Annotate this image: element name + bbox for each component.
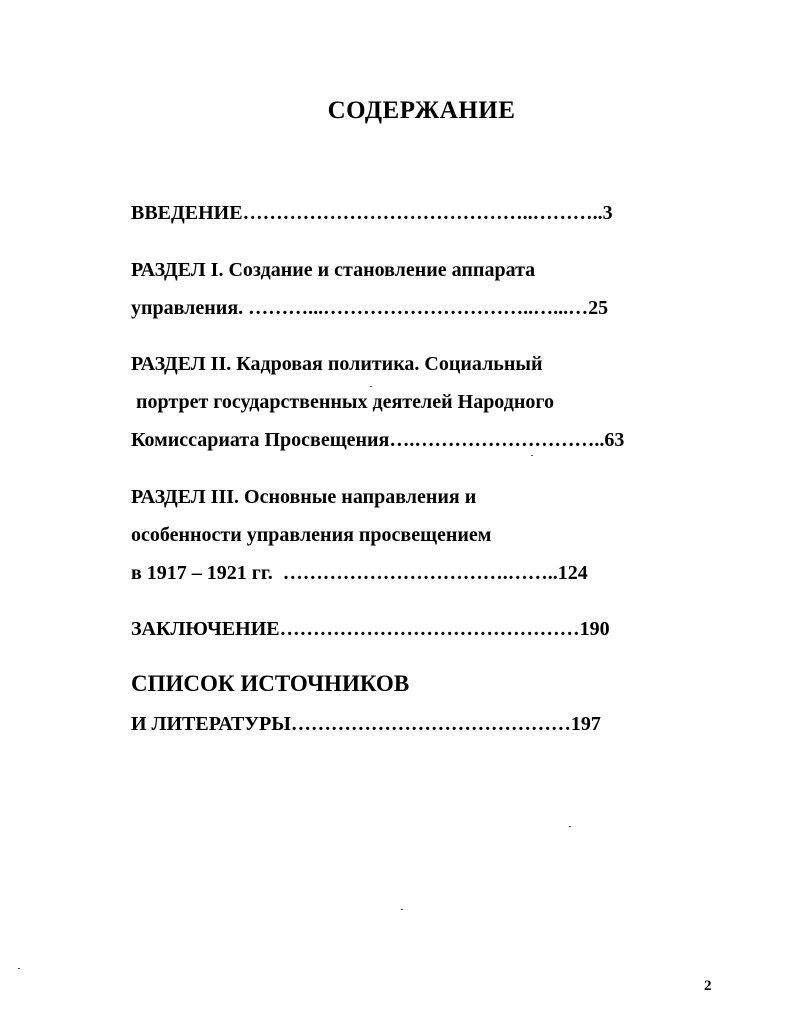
toc-entry-bibliography-line1: СПИСОК ИСТОЧНИКОВ bbox=[131, 671, 410, 696]
toc-entry-section3-line2: особенности управления просвещением bbox=[131, 524, 492, 546]
scan-speck bbox=[531, 455, 533, 456]
toc-entry-bibliography-line2: И ЛИТЕРАТУРЫ……………………………………197 bbox=[131, 713, 601, 735]
scan-speck bbox=[18, 968, 20, 969]
page-number: 2 bbox=[704, 978, 712, 994]
toc-entry-section2-line1: РАЗДЕЛ II. Кадровая политика. Социальный bbox=[131, 353, 543, 375]
toc-entry-conclusion: ЗАКЛЮЧЕНИЕ………………………………………190 bbox=[131, 618, 610, 640]
page-title: СОДЕРЖАНИЕ bbox=[327, 97, 516, 124]
toc-entry-section3-line1: РАЗДЕЛ III. Основные направления и bbox=[131, 486, 477, 508]
scan-speck bbox=[370, 386, 372, 387]
scan-speck bbox=[569, 826, 571, 827]
toc-entry-section1-line2: управления. ………...…………………………..…...…25 bbox=[131, 297, 609, 319]
toc-entry-section2-line3: Комиссариата Просвещения….………………………..63 bbox=[131, 429, 625, 451]
toc-entry-section2-line2: портрет государственных деятелей Народного bbox=[131, 391, 554, 413]
toc-entry-section3-line3: в 1917 – 1921 гг. …………………………….……..124 bbox=[131, 562, 588, 584]
toc-entry-introduction: ВВЕДЕНИЕ……………………………………..………..3 bbox=[131, 202, 613, 224]
toc-entry-section1-line1: РАЗДЕЛ I. Создание и становление аппарата bbox=[131, 259, 536, 281]
scan-speck bbox=[401, 909, 403, 910]
